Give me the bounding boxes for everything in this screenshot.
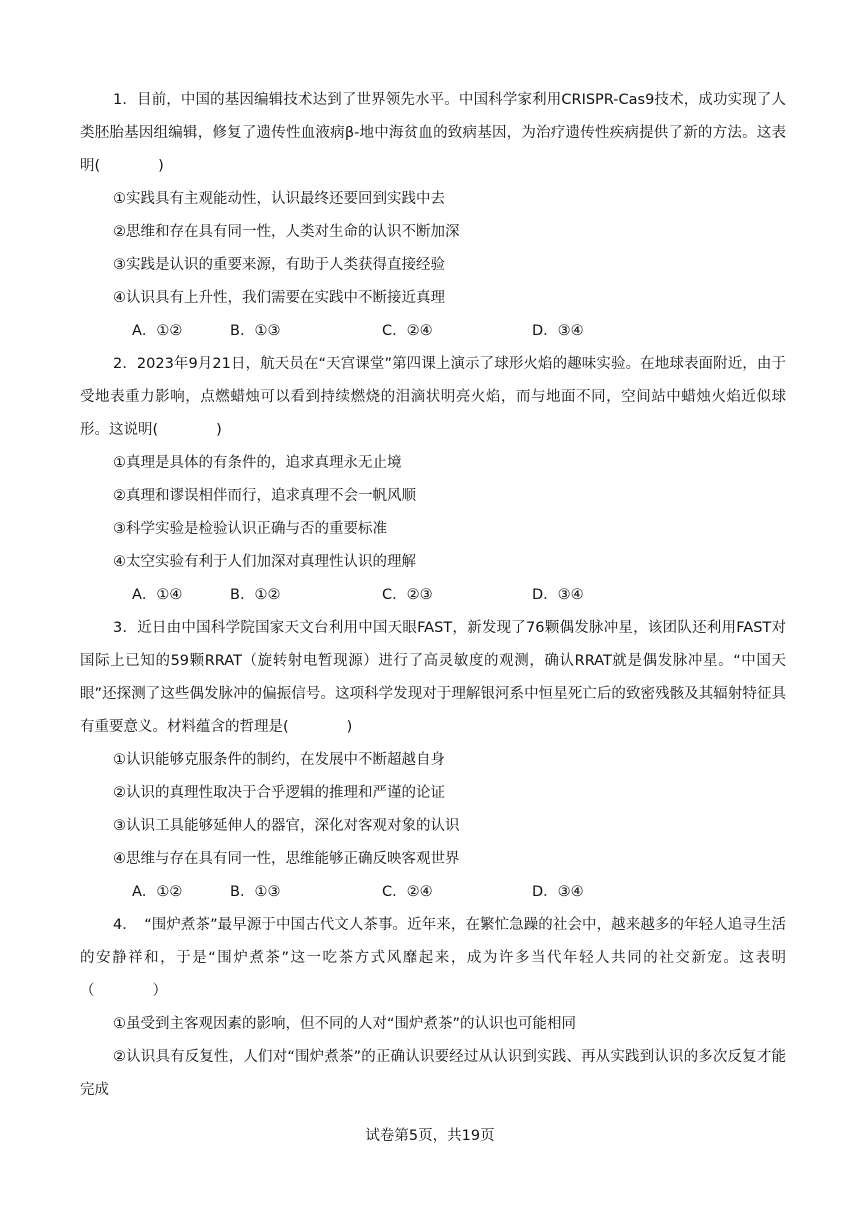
statement-option: ①真理是具体的有条件的，追求真理永无止境 — [113, 455, 402, 471]
answer-choices — [80, 579, 786, 612]
question-stem: 2．2023年9月21日，航天员在“天宫课堂”第四课上演示了球形火焰的趣味实验。在地球表面附近，由于受地表重力影响，点燃蜡烛可以看到持续燃烧的泪滴状明亮火焰，而与地面不同，空间站中蜡烛火焰近似球形。这说明( ) — [80, 356, 786, 438]
choice-d: D．③④ — [532, 884, 584, 900]
choice-c: C．②③ — [382, 587, 433, 603]
statement-option: ③实践是认识的重要来源，有助于人类获得直接经验 — [113, 257, 445, 273]
choice-b: B．①② — [230, 587, 281, 603]
statement-option: ②认识的真理性取决于合乎逻辑的推理和严谨的论证 — [113, 785, 445, 801]
choice-d: D．③④ — [532, 323, 584, 339]
statement-option: ①认识能够克服条件的制约，在发展中不断超越自身 — [113, 752, 445, 768]
statement-option: ③认识工具能够延伸人的器官，深化对客观对象的认识 — [113, 818, 460, 834]
choice-b: B．①③ — [230, 323, 281, 339]
question-stem: 4． “围炉煮茶”最早源于中国古代文人茶事。近年来，在繁忙急躁的社会中，越来越多的年轻人追寻生活的安静祥和，于是“围炉煮茶”这一吃茶方式风靡起来，成为许多当代年轻人共同的社交新宠。这表明（ ） — [80, 917, 786, 999]
statement-option: ④思维与存在具有同一性，思维能够正确反映客观世界 — [113, 851, 460, 867]
question-1 — [80, 84, 786, 348]
question-4 — [80, 909, 786, 1107]
choice-a: A．①② — [132, 884, 183, 900]
statement-option: ②认识具有反复性，人们对“围炉煮茶”的正确认识要经过从认识到实践、再从实践到认识的多次反复才能完成 — [80, 1049, 786, 1098]
choice-c: C．②④ — [382, 323, 433, 339]
statement-option: ④认识具有上升性，我们需要在实践中不断接近真理 — [113, 290, 445, 306]
question-2 — [80, 348, 786, 612]
answer-choices — [80, 315, 786, 348]
choice-b: B．①③ — [230, 884, 281, 900]
question-stem: 1．目前，中国的基因编辑技术达到了世界领先水平。中国科学家利用CRISPR-Cas9技术，成功实现了人类胚胎基因组编辑，修复了遗传性血液病β-地中海贫血的致病基因，为治疗遗传性疾病提供了新的方法。这表明( ) — [80, 92, 786, 174]
choice-a: A．①② — [132, 323, 183, 339]
page-footer: 试卷第5页，共19页 — [365, 1128, 495, 1144]
statement-option: ①实践具有主观能动性，认识最终还要回到实践中去 — [113, 191, 445, 207]
statement-option: ③科学实验是检验认识正确与否的重要标准 — [113, 521, 387, 537]
choice-a: A．①④ — [132, 587, 183, 603]
statement-option: ①虽受到主客观因素的影响，但不同的人对“围炉煮茶”的认识也可能相同 — [113, 1016, 577, 1032]
answer-choices — [80, 876, 786, 909]
choice-d: D．③④ — [532, 587, 584, 603]
statement-option: ②真理和谬误相伴而行，追求真理不会一帆风顺 — [113, 488, 416, 504]
question-stem: 3．近日由中国科学院国家天文台利用中国天眼FAST，新发现了76颗偶发脉冲星，该团队还利用FAST对国际上已知的59颗RRAT（旋转射电暂现源）进行了高灵敏度的观测，确认RRAT就是偶发脉冲星。“中国天眼”还探测了这些偶发脉冲的偏振信号。这项科学发现对于理解银河系中恒星死亡后的致密残骸及其辐射特征具有重要意义。材料蕴含的哲理是( ) — [80, 620, 786, 735]
statement-option: ②思维和存在具有同一性，人类对生命的认识不断加深 — [113, 224, 460, 240]
question-3 — [80, 612, 786, 909]
question-list — [80, 84, 786, 1107]
choice-c: C．②④ — [382, 884, 433, 900]
statement-option: ④太空实验有利于人们加深对真理性认识的理解 — [113, 554, 416, 570]
